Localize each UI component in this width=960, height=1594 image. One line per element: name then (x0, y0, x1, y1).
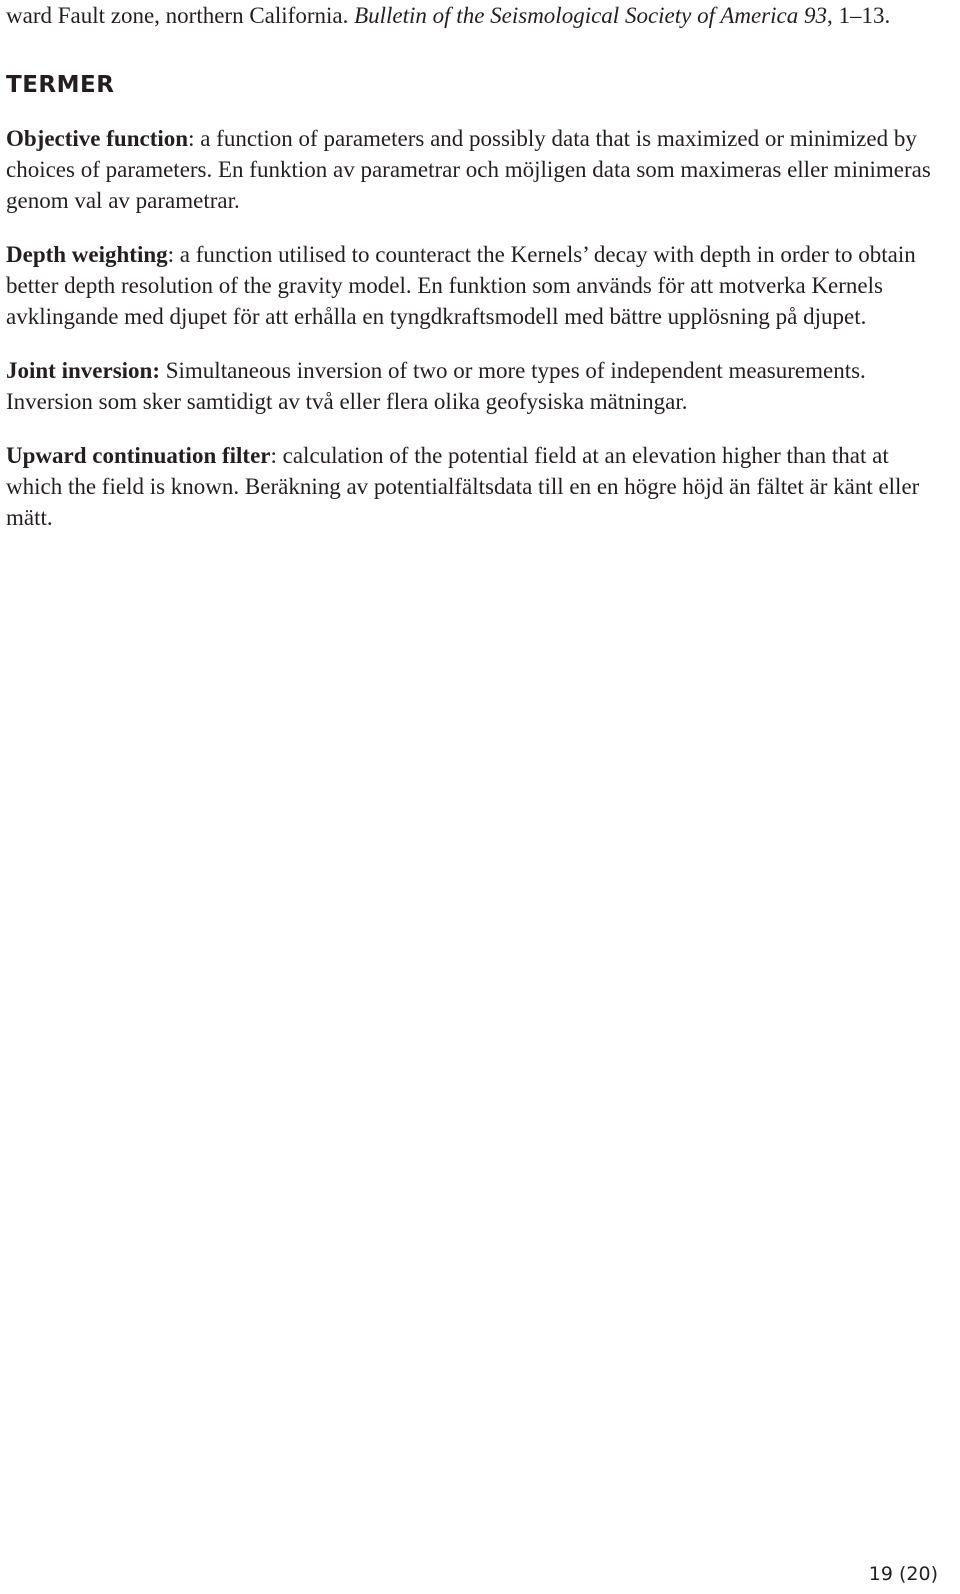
term-definition: : a function of parameters and possibly data that is maximized or minimized by choices of parameters. En funktion av parametrar och möjligen data som maximeras eller minimeras genom val av parametrar. (6, 126, 931, 213)
term-name: Joint inversion: (6, 358, 160, 383)
document-page (6, 0, 946, 533)
term-entry (6, 440, 946, 533)
term-entry (6, 123, 946, 216)
term-definition: Simultaneous inversion of two or more types of independent measurements. Inversion som sker samtidigt av två eller flera olika geofysiska mätningar. (6, 358, 866, 414)
section-heading: TERMER (6, 72, 115, 98)
reference-text: ward Fault zone, northern California. (6, 3, 355, 28)
reference-entry (6, 0, 946, 31)
reference-journal: Bulletin of the Seismological Society of America 93 (354, 3, 827, 28)
term-name: Depth weighting (6, 242, 168, 267)
term-definition: : a function utilised to counteract the Kernels’ decay with depth in order to obtain better depth resolution of the gravity model. En funktion som används för att motverka Kernels avklingande med djupet för att erhålla en tyngdkraftsmodell med bättre upplösning på djupet. (6, 242, 916, 329)
term-entry (6, 355, 946, 417)
term-name: Objective function (6, 126, 189, 151)
reference-pages: , 1–13. (827, 3, 891, 28)
term-definition: : calculation of the potential field at an elevation higher than that at which the field is known. Beräkning av potentialfältsdata till en en högre höjd än fältet är känt eller mätt. (6, 443, 920, 530)
term-name: Upward continuation filter (6, 443, 271, 468)
page-number: 19 (20) (868, 1563, 938, 1585)
term-entry (6, 239, 946, 332)
